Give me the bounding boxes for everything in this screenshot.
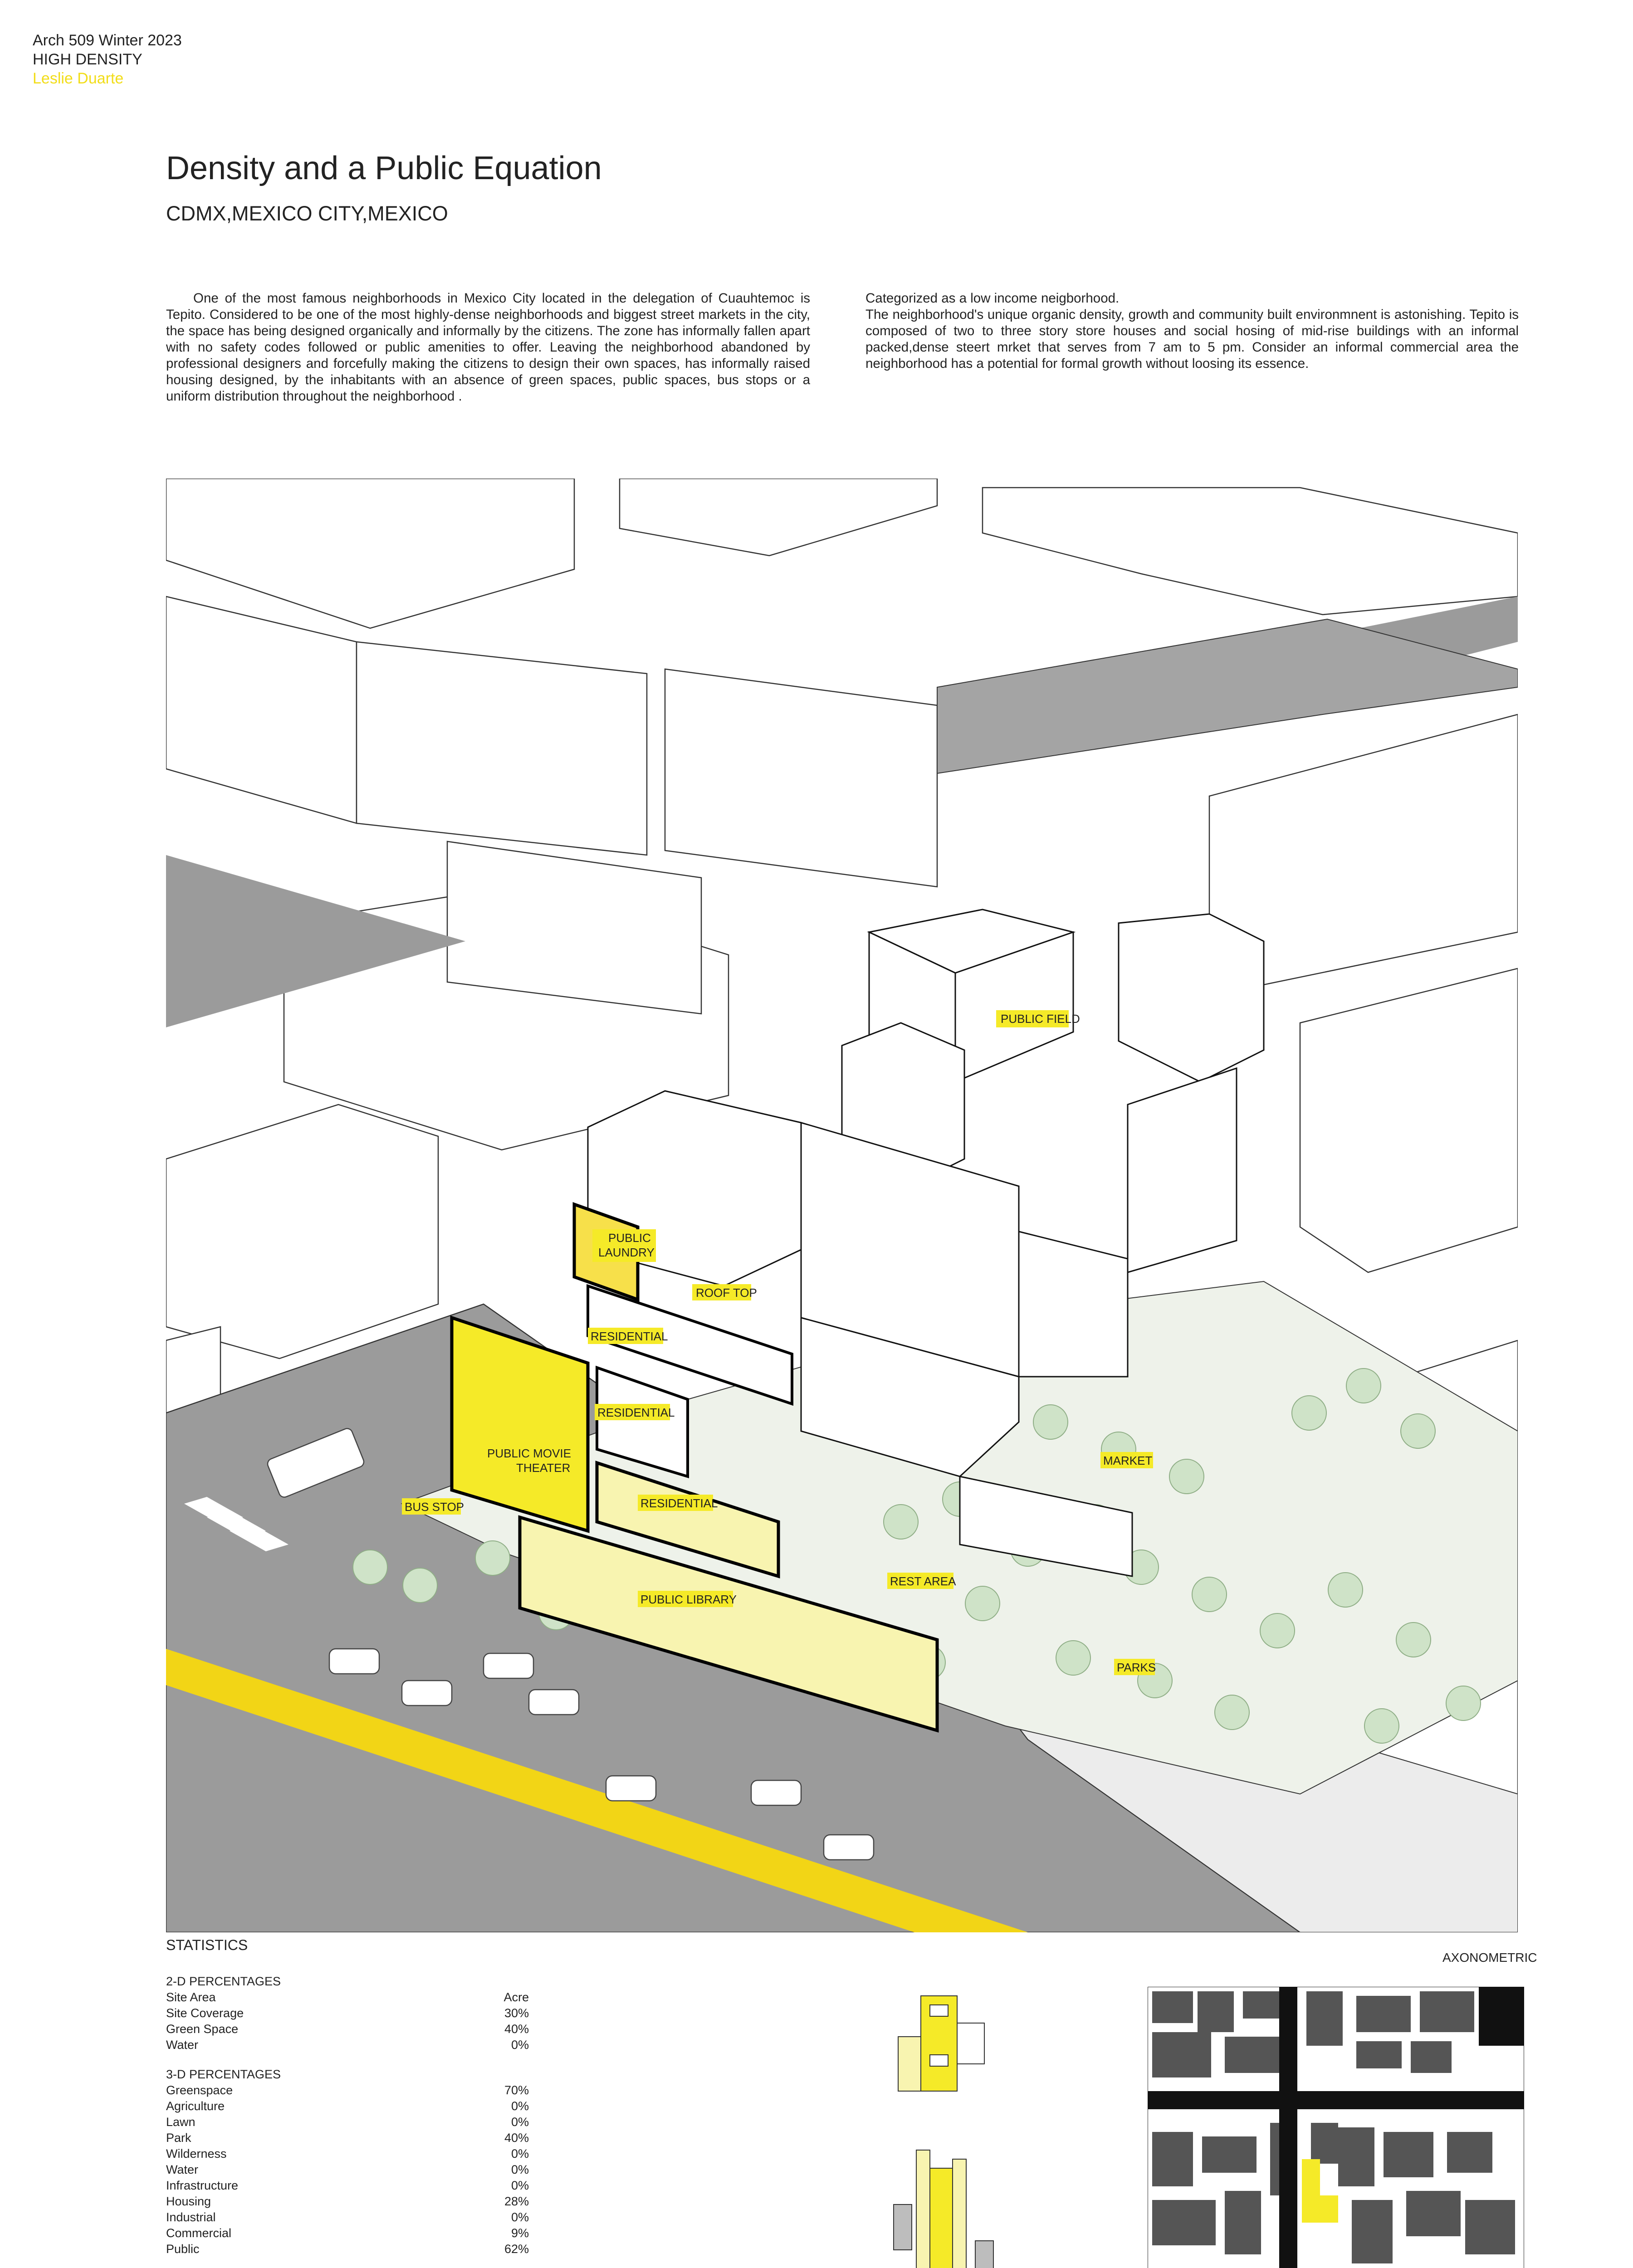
label-residential-2: RESIDENTIAL bbox=[597, 1406, 675, 1419]
stats-row: Housing 28% bbox=[166, 2195, 529, 2208]
label-movie-2: THEATER bbox=[516, 1461, 571, 1475]
statistics-panel bbox=[166, 1937, 574, 2268]
stats-row: Park 40% bbox=[166, 2131, 529, 2145]
label-roof-top: ROOF TOP bbox=[696, 1286, 757, 1300]
page-subtitle: CDMX,MEXICO CITY,MEXICO bbox=[166, 202, 448, 225]
axonometric-drawing bbox=[166, 479, 1518, 1932]
label-residential-3: RESIDENTIAL bbox=[640, 1496, 718, 1510]
stats-group-title: 3-D PERCENTAGES bbox=[166, 2068, 281, 2081]
header-block bbox=[33, 31, 182, 88]
label-movie-1: PUBLIC MOVIE bbox=[487, 1447, 571, 1460]
label-residential-1: RESIDENTIAL bbox=[591, 1330, 668, 1343]
label-public-library: PUBLIC LIBRARY bbox=[640, 1593, 737, 1606]
stats-row: Water 0% bbox=[166, 2163, 529, 2176]
intro-right-paragraph: Categorized as a low income neigborhood. The neighborhood's unique organic density, growth and community built environmnent is astonishing. Tepito is composed of two to three story store houses and social hosing of mid-rise buildings with an informal packed,dense steert mrket that serves from 7 am to 5 pm. Consider an informal commercial area the neighborhood has a potential for formal growth without loosing its essence. bbox=[865, 291, 1519, 371]
page-title: Density and a Public Equation bbox=[166, 150, 602, 186]
stats-row: Agriculture 0% bbox=[166, 2099, 529, 2113]
caption-axonometric: AXONOMETRIC bbox=[1442, 1950, 1537, 1965]
stats-row: Water 0% bbox=[166, 2038, 529, 2052]
intro-left-paragraph: One of the most famous neighborhoods in Mexico City located in the delegation of Cuauhtemoc is Tepito. Considered to be one of the most highly-dense neighborhoods and biggest street markets in the city, the space has being designed organically and informally by the citizens. The zone has informally fallen apart with no safety codes followed or public amenities to offer. Leaving the neighborhood abandoned by professional designers and forcefully making the citizens to design their own spaces, has informally raised housing designed, by the inhabitants with an absence of green spaces, public spaces, bus stops or a uniform distribution throughout the neighborhood . bbox=[166, 291, 810, 404]
author-name: Leslie Duarte bbox=[33, 70, 124, 87]
label-bus-stop: BUS STOP bbox=[405, 1500, 464, 1514]
studio-label: HIGH DENSITY bbox=[33, 51, 142, 68]
label-public-field: PUBLIC FIELD bbox=[1001, 1012, 1080, 1026]
stats-row: Site Area Acre bbox=[166, 1990, 529, 2004]
section-plan-diagram bbox=[880, 1987, 1025, 2268]
stats-row: Greenspace 70% bbox=[166, 2083, 529, 2097]
statistics-heading: STATISTICS bbox=[166, 1937, 248, 1953]
siteplan-map bbox=[1148, 1987, 1524, 2268]
stats-row: Site Coverage 30% bbox=[166, 2006, 529, 2020]
stats-row: Commercial 9% bbox=[166, 2226, 529, 2240]
label-public-laundry-2: LAUNDRY bbox=[598, 1246, 655, 1259]
stats-group-2d bbox=[166, 1974, 574, 2053]
label-public-laundry-1: PUBLIC bbox=[608, 1231, 651, 1245]
stats-row: Wilderness 0% bbox=[166, 2147, 529, 2160]
stats-group-3d bbox=[166, 2067, 574, 2257]
stats-row: Lawn 0% bbox=[166, 2115, 529, 2129]
label-market: MARKET bbox=[1103, 1454, 1153, 1467]
course-label: Arch 509 Winter 2023 bbox=[33, 32, 182, 49]
stats-row: Industrial 0% bbox=[166, 2210, 529, 2224]
stats-row: Green Space 40% bbox=[166, 2022, 529, 2036]
label-rest-area: REST AREA bbox=[890, 1574, 956, 1588]
stats-group-title: 2-D PERCENTAGES bbox=[166, 1975, 281, 1988]
stats-row: Infrastructure 0% bbox=[166, 2179, 529, 2192]
stats-row: Public 62% bbox=[166, 2242, 529, 2256]
label-parks: PARKS bbox=[1117, 1661, 1156, 1674]
